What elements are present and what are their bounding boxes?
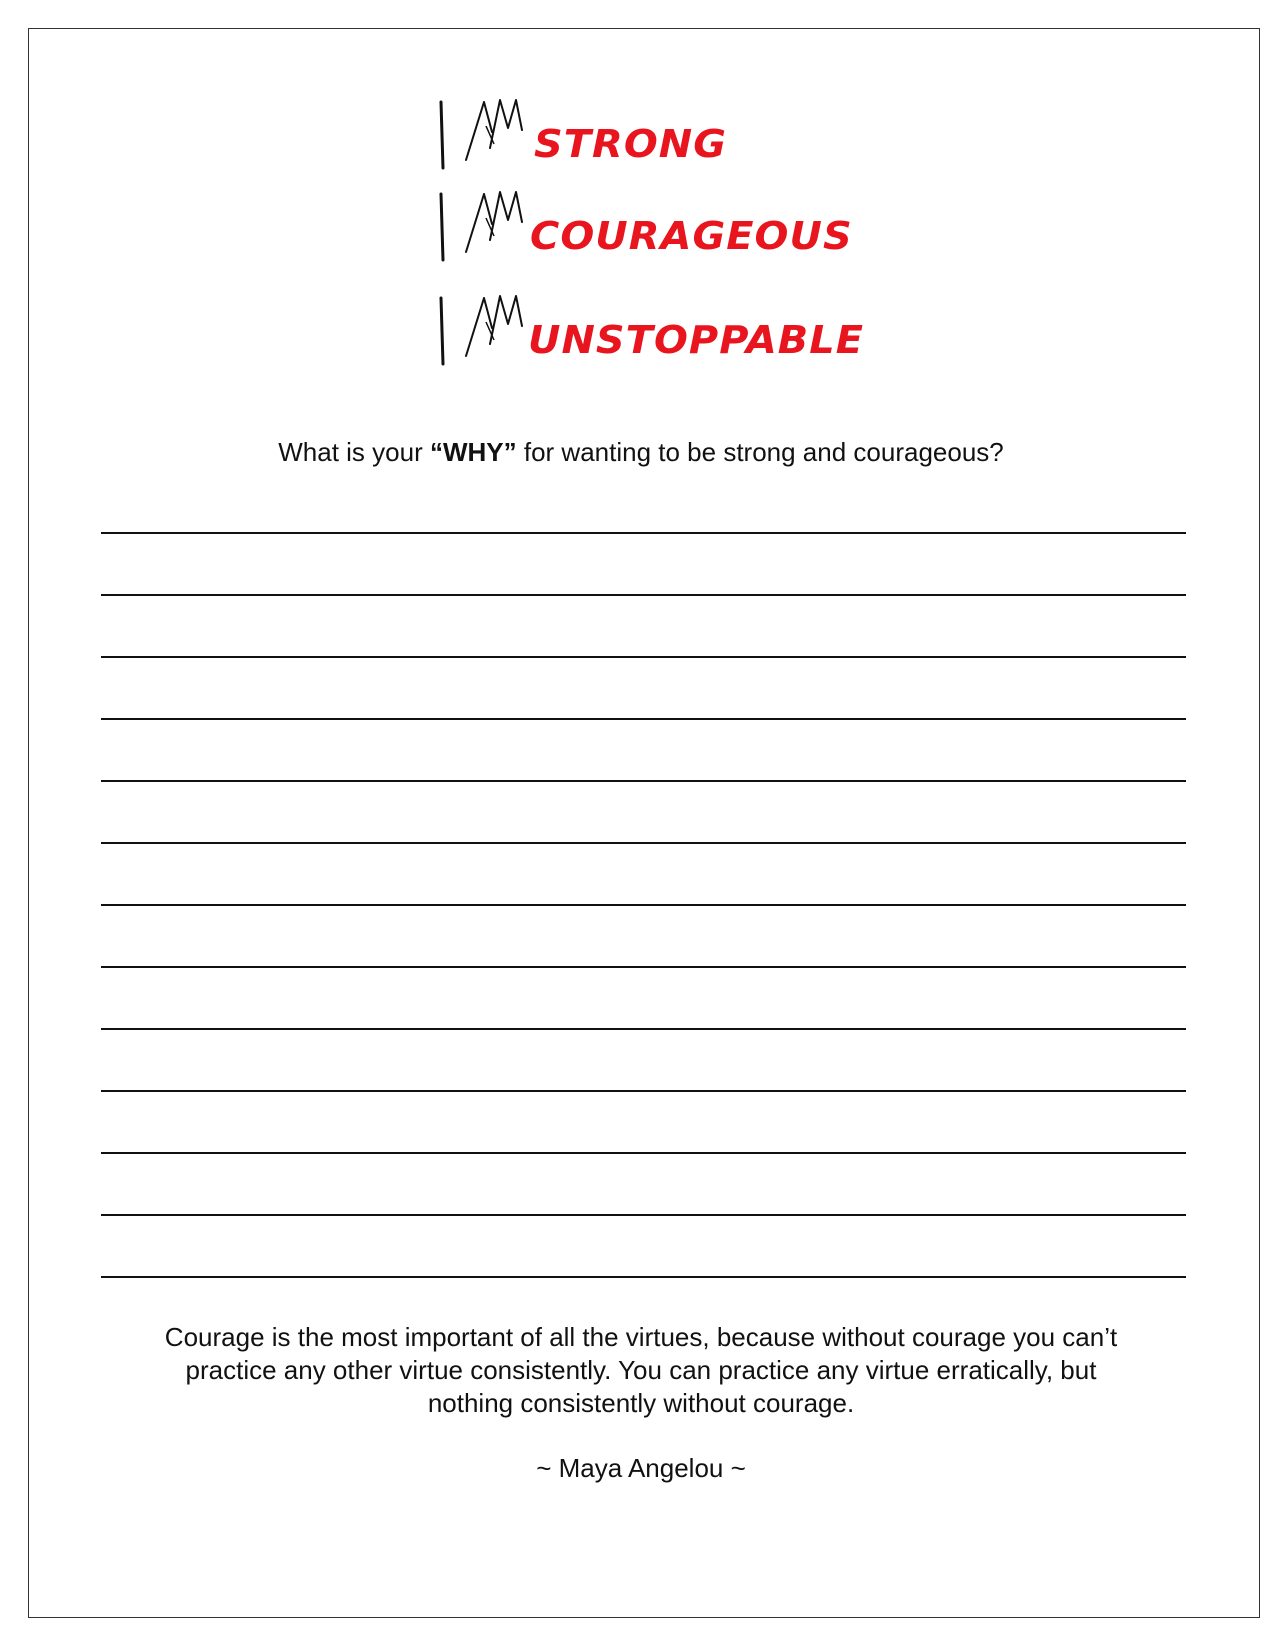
i-am-hand-lettering [436,92,536,172]
affirmation-word-strong: STRONG [534,122,728,166]
writing-line[interactable] [101,844,1186,906]
writing-line[interactable] [101,968,1186,1030]
writing-line[interactable] [101,782,1186,844]
why-question-after: for wanting to be strong and courageous? [516,437,1004,467]
why-question-before: What is your [278,437,430,467]
writing-line[interactable] [101,1030,1186,1092]
writing-line[interactable] [101,1154,1186,1216]
writing-line[interactable] [101,720,1186,782]
affirmation-word-courageous: COURAGEOUS [530,214,853,258]
i-am-hand-lettering [436,184,536,264]
writing-line[interactable] [101,658,1186,720]
affirmation-unstoppable [436,288,956,368]
quote-attribution: ~ Maya Angelou ~ [536,1453,746,1483]
affirmation-strong [436,92,956,172]
writing-line[interactable] [101,1092,1186,1154]
affirmation-courageous [436,184,956,264]
why-question [0,436,1282,468]
i-am-hand-lettering [436,288,536,368]
writing-line[interactable] [101,1216,1186,1278]
writing-line[interactable] [101,534,1186,596]
courage-quote: Courage is the most important of all the virtues, because without courage you can’t practice any other virtue consistently. You can practice any virtue erratically, but nothing consistently without courage. [164,1322,1118,1418]
writing-line[interactable] [101,596,1186,658]
writing-line[interactable] [101,906,1186,968]
writing-lines[interactable] [101,532,1186,1278]
affirmation-word-unstoppable: UNSTOPPABLE [528,318,865,362]
why-question-emphasis: “WHY” [429,437,517,467]
